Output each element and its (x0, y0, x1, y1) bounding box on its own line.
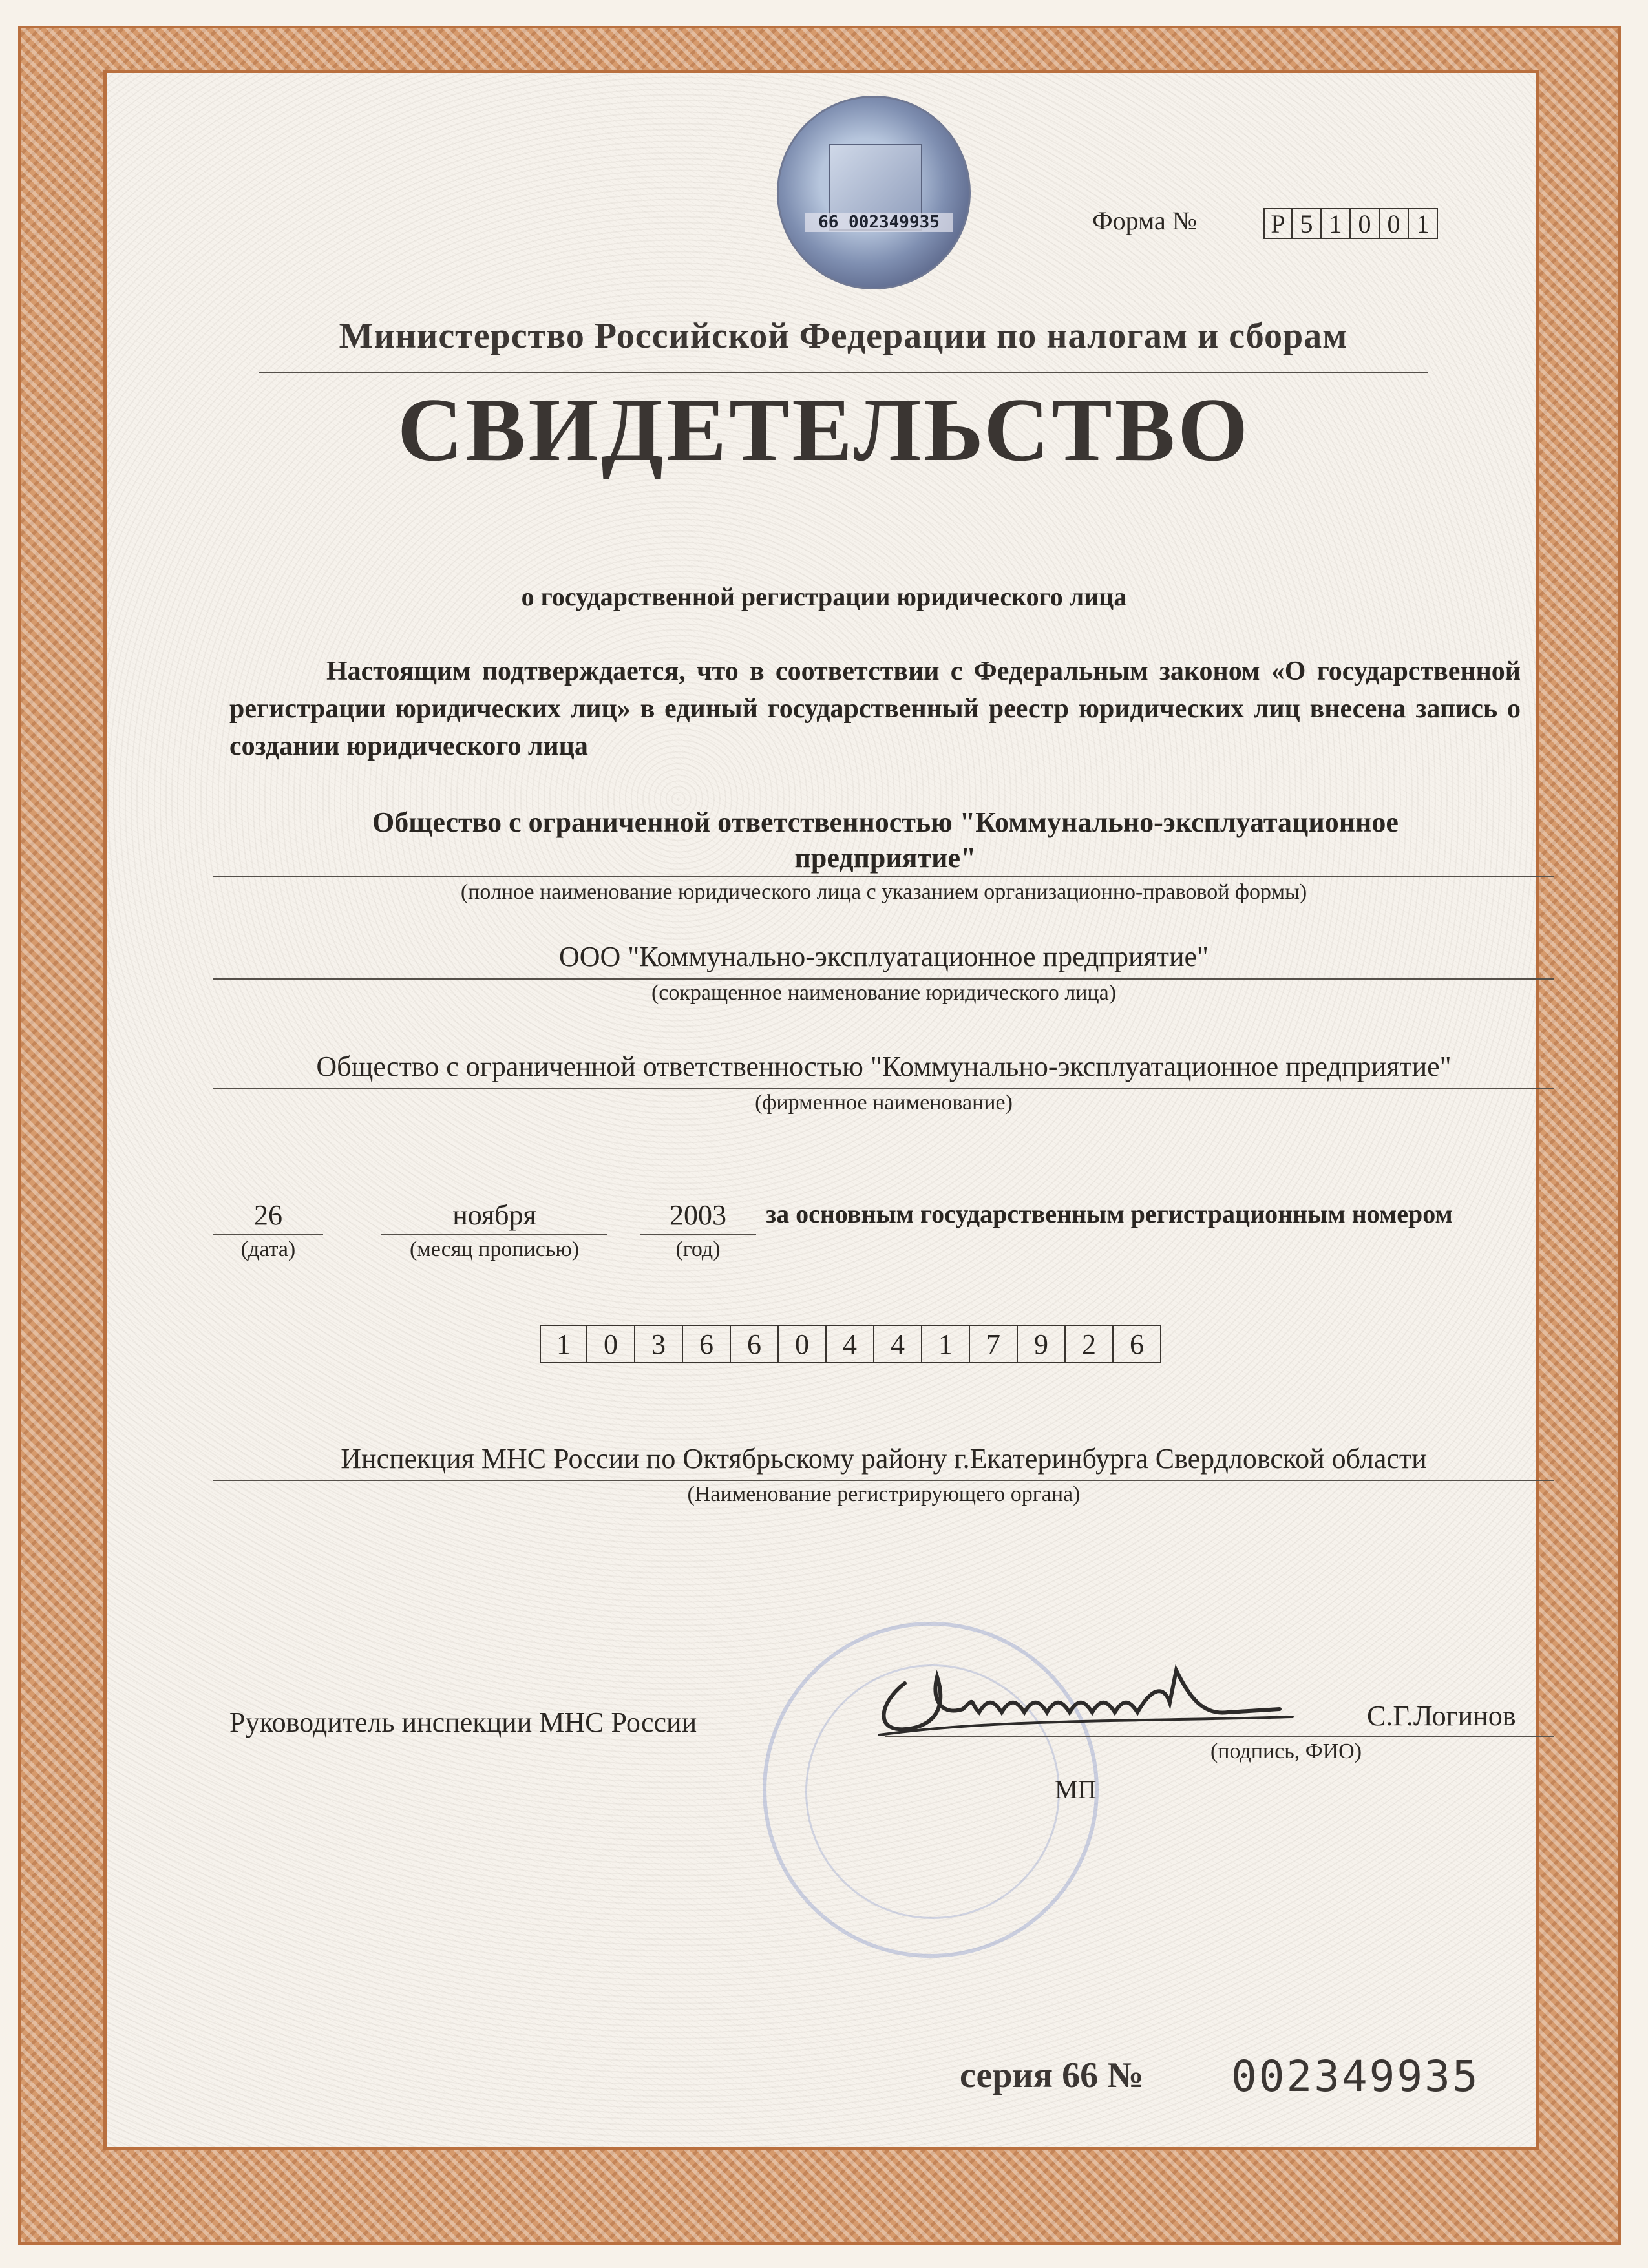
ogrn-digit: 6 (1114, 1325, 1161, 1363)
authority-caption: (Наименование регистрирующего органа) (687, 1482, 1081, 1506)
ogrn-digit: 0 (779, 1325, 827, 1363)
short-name-rule (213, 978, 1554, 980)
full-name-value (213, 804, 1558, 876)
form-label: Форма № (1092, 206, 1197, 235)
short-name-caption: (сокращенное наименование юридического лица) (651, 981, 1117, 1005)
statement-paragraph (229, 653, 1521, 765)
day-rule (213, 1234, 323, 1235)
form-code-cell: 0 (1380, 208, 1409, 239)
ogrn-digit: 7 (970, 1325, 1018, 1363)
hologram-sticker (777, 96, 971, 289)
form-code-cell: 1 (1409, 208, 1438, 239)
hologram-number: 66 002349935 (805, 213, 953, 232)
ministry-heading: Министерство Российской Федерации по налогам и сборам (339, 316, 1348, 356)
signature-rule (885, 1736, 1554, 1737)
year-rule (640, 1234, 756, 1235)
day-caption: (дата) (240, 1237, 296, 1261)
series-number: 002349935 (1231, 2052, 1480, 2101)
ogrn-digit: 6 (731, 1325, 779, 1363)
signature-caption: (подпись, ФИО) (1210, 1739, 1362, 1763)
firm-name-rule (213, 1088, 1554, 1089)
statement-text: Настоящим подтверждается, что в соответствии с Федеральным законом «О государственной регистрации юридических лиц» в единый государственный реестр юридических лиц внесена запись о создании юридического лица (229, 656, 1521, 761)
registration-month: ноября (452, 1199, 536, 1231)
full-name-caption: (полное наименование юридического лица с указанием организационно-правовой формы) (460, 880, 1307, 904)
ogrn-digit: 0 (587, 1325, 635, 1363)
signatory-position: Руководитель инспекции МНС России (229, 1706, 697, 1738)
ogrn-digit: 4 (827, 1325, 874, 1363)
ogrn-digit: 9 (1018, 1325, 1066, 1363)
full-name-line-1: Общество с ограниченной ответственностью "Коммунально-эксплуатационное (372, 806, 1399, 838)
stamp-place-label: МП (1055, 1775, 1097, 1804)
ogrn-boxes (540, 1325, 1161, 1363)
full-name-rule (213, 876, 1554, 877)
ogrn-digit: 1 (540, 1325, 587, 1363)
ogrn-digit: 3 (635, 1325, 683, 1363)
form-code-cell: 1 (1322, 208, 1351, 239)
month-caption: (месяц прописью) (409, 1237, 580, 1261)
registration-day: 26 (254, 1199, 282, 1231)
firm-name-value: Общество с ограниченной ответственностью "Коммунально-эксплуатационное предприятие" (316, 1051, 1452, 1082)
short-name-value: ООО "Коммунально-эксплуатационное предприятие" (558, 941, 1209, 972)
month-rule (381, 1234, 607, 1235)
document-subtitle: о государственной регистрации юридического лица (521, 582, 1127, 611)
firm-name-caption: (фирменное наименование) (755, 1091, 1013, 1115)
authority-rule (213, 1480, 1554, 1481)
ministry-rule (259, 372, 1428, 373)
ogrn-digit: 4 (874, 1325, 922, 1363)
form-code-cell: 0 (1351, 208, 1380, 239)
full-name-line-2: предприятие" (794, 842, 977, 874)
ogrn-digit: 1 (922, 1325, 970, 1363)
document-title: СВИДЕТЕЛЬСТВО (397, 380, 1251, 480)
form-code-boxes (1263, 208, 1438, 239)
ogrn-digit: 6 (683, 1325, 731, 1363)
series-label: серия 66 № (960, 2055, 1144, 2095)
form-code-cell: Р (1263, 208, 1293, 239)
registration-year: 2003 (670, 1199, 726, 1231)
registering-authority-value: Инспекция МНС России по Октябрьскому району г.Екатеринбурга Свердловской области (341, 1443, 1427, 1475)
ogrn-digit: 2 (1066, 1325, 1114, 1363)
signatory-name: С.Г.Логинов (1367, 1700, 1516, 1732)
year-caption: (год) (675, 1237, 721, 1261)
form-code-cell: 5 (1293, 208, 1322, 239)
registration-number-label: за основным государственным регистрационным номером (766, 1199, 1453, 1228)
